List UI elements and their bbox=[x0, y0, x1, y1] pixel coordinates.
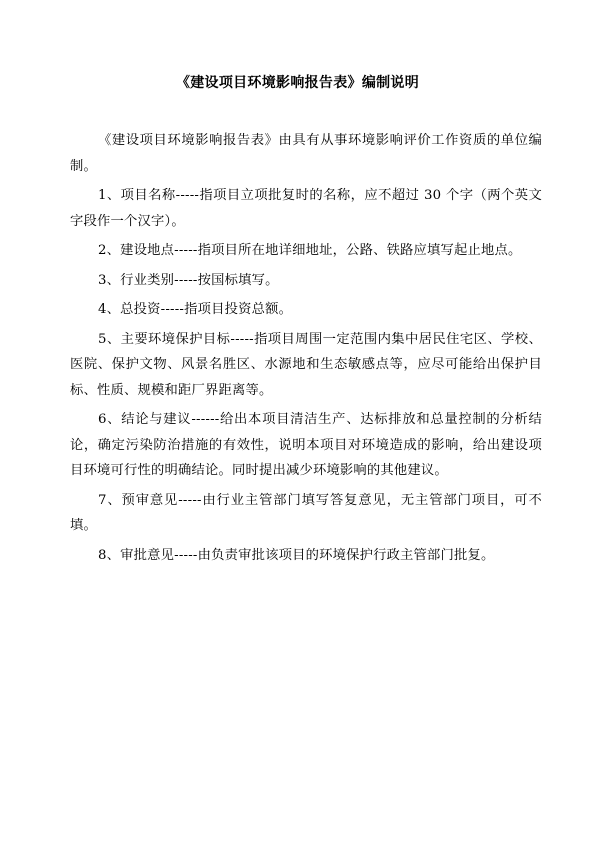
document-title: 《建设项目环境影响报告表》编制说明 bbox=[175, 75, 420, 91]
paragraph-item-8: 8、审批意见-----由负责审批该项目的环境保护行政主管部门批复。 bbox=[98, 547, 495, 563]
paragraph-item-5: 5、主要环境保护目标-----指项目周围一定范围内集中居民住宅区、学校、医院、保护文物、风景名胜区、水源地和生态敏感点等，应尽可能给出保护目标、性质、规模和距厂界距离等。 bbox=[70, 331, 542, 398]
paragraph-item-1: 1、项目名称-----指项目立项批复时的名称，应不超过 30 个字（两个英文字段作一个汉字）。 bbox=[70, 188, 542, 229]
paragraph-intro: 《建设项目环境影响报告表》由具有从事环境影响评价工作资质的单位编制。 bbox=[70, 133, 542, 174]
document-body bbox=[70, 128, 542, 568]
paragraph-item-7: 7、预审意见-----由行业主管部门填写答复意见，无主管部门项目，可不填。 bbox=[70, 492, 542, 533]
paragraph-item-6: 6、结论与建议------给出本项目清洁生产、达标排放和总量控制的分析结论，确定污染防治措施的有效性，说明本项目对环境造成的影响，给出建设项目环境可行性的明确结论。同时提出减少环境影响的其他建议。 bbox=[70, 412, 542, 478]
paragraph-item-3: 3、行业类别-----按国标填写。 bbox=[98, 272, 279, 288]
paragraph-item-4: 4、总投资-----指项目投资总额。 bbox=[98, 302, 293, 317]
paragraph-item-2: 2、建设地点-----指项目所在地详细地址，公路、铁路应填写起止地点。 bbox=[98, 243, 522, 258]
